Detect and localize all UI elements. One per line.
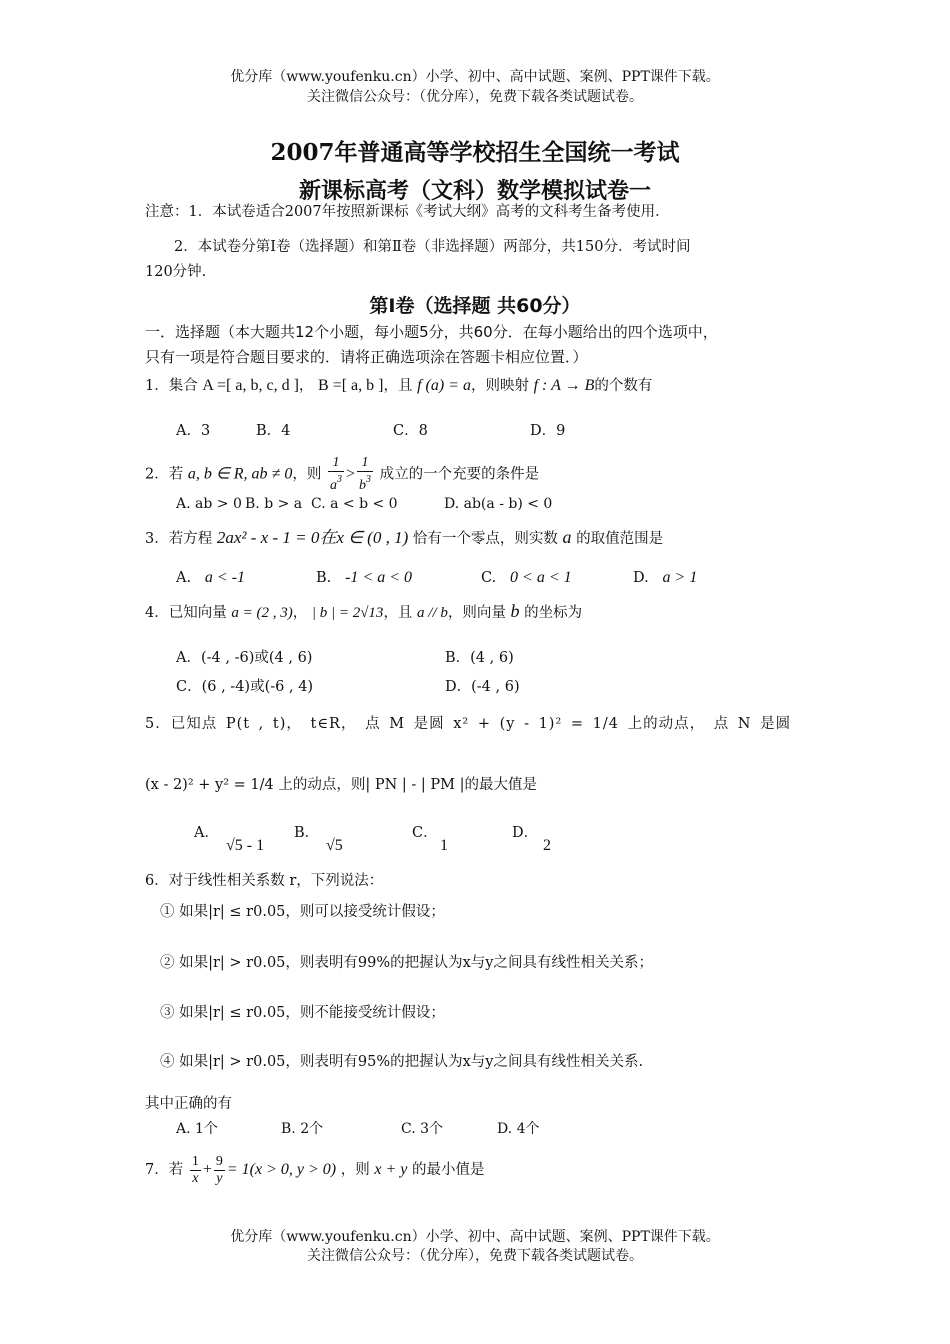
q5-option-a-value: √5 - 1 (226, 837, 265, 854)
q5-option-d-value: 2 (543, 837, 551, 854)
q2-option-d: D. ab(a - b) < 0 (444, 496, 553, 512)
q3-option-c-label: C. (481, 570, 497, 586)
q1-sep-2: ，且 (383, 378, 413, 394)
q2-option-c: C. a < b < 0 (311, 496, 398, 512)
q7-mid: ，则 (340, 1162, 370, 1178)
q6-option-c: C. 3个 (401, 1121, 444, 1137)
main-title-year: 2007 (270, 139, 335, 166)
q1-sep-1: ， (298, 378, 314, 394)
q1-function: f (a) = a (417, 377, 471, 394)
q3-option-a-label: A. (176, 570, 192, 586)
sub-title: 新课标高考（文科）数学模拟试卷一 (298, 178, 651, 204)
q3-option-c (481, 568, 572, 588)
section-intro-2: 只有一项是符合题目要求的．请将正确选项涂在答题卡相应位置．） (145, 348, 588, 366)
q5-line-2: (x - 2)² + y² = 1/4 上的动点，则| PN | - | PM |的最大值是 (145, 777, 537, 793)
q3-option-c-value: 0 < a < 1 (510, 569, 572, 586)
q3-option-d (633, 568, 697, 588)
q7-tail: 的最小值是 (411, 1162, 485, 1178)
question-2 (145, 455, 539, 494)
q4-vector-b-norm: | b | = 2√13 (311, 605, 384, 621)
q2-mid: ，则 (292, 466, 322, 483)
q2-tail: 成立的一个充要的条件是 (379, 466, 540, 483)
q3-option-d-label: D. (633, 570, 649, 586)
q2-option-a: A. ab > 0 (176, 496, 242, 512)
note-1: 注意：1．本试卷适合2007年按照新课标《考试大纲》高考的文科考生备考使用． (145, 204, 670, 220)
q6-item-2: ② 如果|r| > r0.05，则表明有99%的把握认为x与y之间具有线性相关关系； (160, 955, 653, 971)
q5-option-d-label: D． (512, 825, 539, 841)
note-2b: 120分钟. (145, 264, 207, 280)
q4-vector-a: a = (2 , 3) (231, 605, 293, 621)
q7-frac-1: $\frac{1}{x}$ (191, 1153, 199, 1186)
q6-item-4: ④ 如果|r| > r0.05，则表明有95%的把握认为x与y之间具有线性相关关系. (160, 1054, 644, 1070)
q5-option-c-value: 1 (440, 837, 448, 854)
q6-item-1: ① 如果|r| ≤ r0.05，则可以接受统计假设； (160, 904, 445, 920)
q2-option-b: B. b > a (245, 496, 303, 512)
q7-lead: 7．若 (145, 1162, 184, 1178)
q3-variable: a (562, 527, 572, 547)
q1-option-d: D．9 (530, 423, 566, 439)
q4-option-a: A．(-4 , -6)或(4 , 6) (176, 650, 313, 666)
q4-comma-1: ， (292, 605, 308, 621)
q4-option-c: C．(6 , -4)或(-6 , 4) (176, 679, 314, 695)
q1-mid: ，则映射 (470, 378, 529, 394)
q5-option-b-label: B． (294, 825, 320, 841)
section-title: 第Ⅰ卷（选择题 共60分） (369, 295, 581, 317)
q6-lead: 6．对于线性相关系数 r，下列说法： (145, 873, 384, 889)
q6-summary: 其中正确的有 (145, 1096, 232, 1112)
q3-option-b-label: B. (316, 570, 332, 586)
q5-option-b-value: √5 (326, 837, 343, 854)
question-3 (145, 522, 663, 554)
q2-frac-left: $\frac{1}{a^3}$ (329, 455, 342, 493)
q1-option-a: A．3 (176, 423, 211, 439)
q3-option-b (316, 568, 412, 588)
q4-parallel: a // b (417, 605, 448, 621)
q2-inequality: > (345, 465, 355, 483)
q6-option-b: B. 2个 (281, 1121, 324, 1137)
question-4 (145, 596, 582, 628)
main-title (0, 134, 950, 167)
q2-lead: 2．若 (145, 466, 184, 483)
q2-frac-right: $\frac{1}{b^3}$ (358, 455, 371, 493)
q1-mapping: f : A → B (533, 377, 595, 394)
q6-item-3: ③ 如果|r| ≤ r0.05，则不能接受统计假设； (160, 1005, 445, 1021)
q4-option-b: B．(4 , 6) (445, 650, 514, 666)
q1-option-b: B．4 (256, 423, 291, 439)
q2-condition: a, b ∈ R, ab ≠ 0 (187, 465, 293, 483)
q3-equation: 2ax² - x - 1 = 0在x ∈ (0 , 1) (216, 528, 409, 547)
q1-set-a: A =[ a, b, c, d ] (202, 377, 299, 394)
q7-frac-2: $\frac{9}{y}$ (215, 1153, 223, 1186)
section-intro-1: 一．选择题（本大题共12个小题，每小题5分，共60分．在每小题给出的四个选项中， (145, 323, 718, 341)
q3-option-a (176, 568, 245, 588)
q5-line-1: 5．已知点 P(t , t)， t∈R， 点 M 是圆 x² + (y - 1)² = 1/4 上的动点， 点 N 是圆 (145, 716, 792, 732)
q4-option-d: D．(-4 , 6) (445, 679, 520, 695)
q4-lead: 4．已知向量 (145, 605, 227, 621)
q6-option-a: A. 1个 (176, 1121, 218, 1137)
q3-tail: 恰有一个零点，则实数 (412, 531, 558, 547)
q4-mid: ，则向量 (447, 605, 506, 621)
note-2a: 2．本试卷分第Ⅰ卷（选择题）和第Ⅱ卷（非选择题）两部分，共150分．考试时间 (174, 239, 691, 255)
footer-line-2: 关注微信公众号：（优分库），免费下载各类试题试卷。 (307, 1248, 643, 1264)
q6-option-d: D. 4个 (497, 1121, 540, 1137)
q1-option-c: C．8 (393, 423, 428, 439)
q4-comma-2: ，且 (383, 605, 413, 621)
main-title-text: 年普通高等学校招生全国统一考试 (334, 139, 680, 166)
q7-condition: = 1(x > 0, y > 0) (226, 1161, 337, 1178)
q1-tail: 的个数有 (594, 378, 653, 394)
q3-option-d-value: a > 1 (662, 569, 698, 586)
q3-tail-2: 的取值范围是 (576, 531, 664, 547)
q5-option-a-label: A． (194, 825, 219, 841)
q3-option-b-value: -1 < a < 0 (345, 569, 413, 586)
q5-option-c-label: C． (412, 825, 438, 841)
q4-variable: b (510, 601, 520, 621)
footer-line-1: 优分库（www.youfenku.cn）小学、初中、高中试题、案例、PPT课件下载。 (230, 1229, 720, 1245)
q7-expression: x + y (374, 1161, 408, 1178)
q4-tail: 的坐标为 (524, 605, 583, 621)
q3-option-a-value: a < -1 (204, 569, 246, 586)
header-line-2: 关注微信公众号：（优分库），免费下载各类试题试卷。 (307, 89, 643, 105)
question-1 (145, 376, 652, 396)
q3-lead: 3．若方程 (145, 531, 213, 547)
q1-lead: 1．集合 (145, 378, 198, 394)
question-7: 7．若 $\frac{1}{x}$ + $\frac{9}{y}$ = 1(x > 0, y > 0) ，则 x + y 的最小值是 (145, 1153, 485, 1186)
header-line-1: 优分库（www.youfenku.cn）小学、初中、高中试题、案例、PPT课件下载。 (230, 69, 720, 85)
q1-set-b: B =[ a, b ] (318, 377, 384, 394)
